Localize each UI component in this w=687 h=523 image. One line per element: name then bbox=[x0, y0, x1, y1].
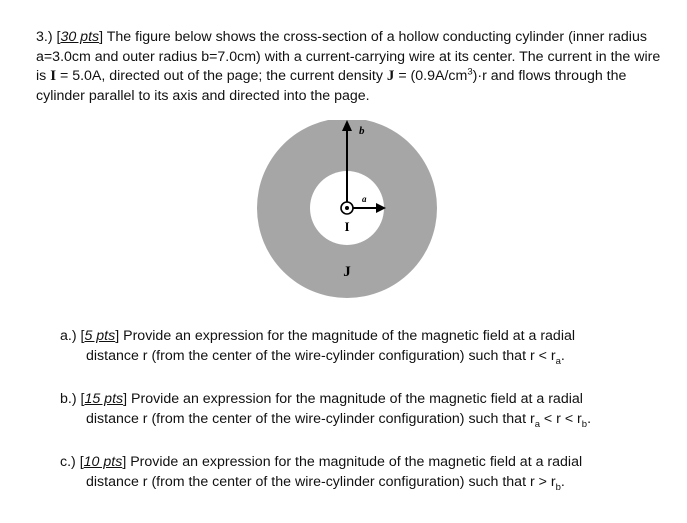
current-symbol: I bbox=[50, 68, 57, 84]
part-b-line2: distance r (from the center of the wire-cylinder configuration) such that r bbox=[86, 411, 535, 427]
part-c-line2: distance r (from the center of the wire-cylinder configuration) such that r > r bbox=[86, 474, 556, 490]
part-c: c.) [10 pts] Provide an expression for the magnitude of the magnetic field at a radial distance r (from the center of the wire-cylinder configuration) such that $r > r_b$. bbox=[60, 454, 583, 493]
part-b: b.) [15 pts] Provide an expression for the magnitude of the magnetic field at a radial distance r (from the center of the wire-cylinder configuration) such that $r_a < r < r_b$. bbox=[60, 391, 592, 430]
part-c-label: c.) bbox=[60, 454, 76, 470]
problem-text-4: )·r and flows through the cylinder parallel to its axis and directed into the page. bbox=[36, 68, 627, 104]
part-b-sub1: a bbox=[534, 418, 540, 430]
part-b-end: . bbox=[587, 411, 592, 427]
exponent: 3 bbox=[467, 66, 473, 78]
part-c-line1: Provide an expression for the magnitude of the magnetic field at a radial bbox=[126, 454, 583, 470]
label-J: J bbox=[343, 264, 351, 280]
part-b-sub2: b bbox=[581, 418, 588, 430]
label-b: b bbox=[359, 125, 365, 137]
part-b-label: b.) bbox=[60, 391, 77, 407]
part-c-sub1: b bbox=[555, 481, 561, 493]
label-a: a bbox=[362, 194, 367, 204]
part-c-end: . bbox=[560, 474, 565, 490]
problem-text-2: = 5.0A, directed out of the page; the current density bbox=[56, 68, 387, 84]
part-c-points: 10 pts bbox=[83, 454, 123, 470]
problem-statement: 3.) [30 pts] The figure below shows the cross-section of a hollow conducting cylinder (inner radius a=3.0cm and outer radius b=7.0cm) with a current-carrying wire at its center. The current in the wire is I = 5.0A, directed out of the page; the current density $J = (0.9A/cm^3)\cdot r$ and flows through the cylinder parallel to its axis and directed into the page. bbox=[36, 29, 661, 104]
part-b-mid: < r < r bbox=[539, 411, 582, 427]
part-a-line2: distance r (from the center of the wire-cylinder configuration) such that r < r bbox=[86, 348, 556, 364]
part-a-points: 5 pts bbox=[84, 328, 116, 344]
current-density-symbol: J bbox=[386, 68, 395, 84]
problem-text-1: The figure below shows the cross-section of a hollow conducting cylinder (inner radius a=3.0cm and outer radius b=7.0cm) with a current-carrying wire at its center. The current in the wire is bbox=[36, 29, 661, 84]
part-a-label: a.) bbox=[60, 328, 77, 344]
problem-text-3: = (0.9A/cm bbox=[394, 68, 468, 84]
cylinder-cross-section-figure bbox=[250, 120, 450, 300]
part-a-line1: Provide an expression for the magnitude of the magnetic field at a radial bbox=[119, 328, 576, 344]
part-b-points: 15 pts bbox=[84, 391, 124, 407]
part-a: a.) [5 pts] Provide an expression for the magnitude of the magnetic field at a radial distance r (from the center of the wire-cylinder configuration) such that $r < r_a$. bbox=[60, 328, 576, 367]
wire-dot bbox=[345, 206, 349, 210]
problem-number: 3.) bbox=[36, 29, 53, 45]
label-I: I bbox=[344, 219, 350, 234]
part-a-sub1: a bbox=[555, 355, 561, 367]
part-b-line1: Provide an expression for the magnitude of the magnetic field at a radial bbox=[127, 391, 583, 407]
problem-points: 30 pts bbox=[60, 29, 100, 45]
part-a-end: . bbox=[560, 348, 565, 364]
